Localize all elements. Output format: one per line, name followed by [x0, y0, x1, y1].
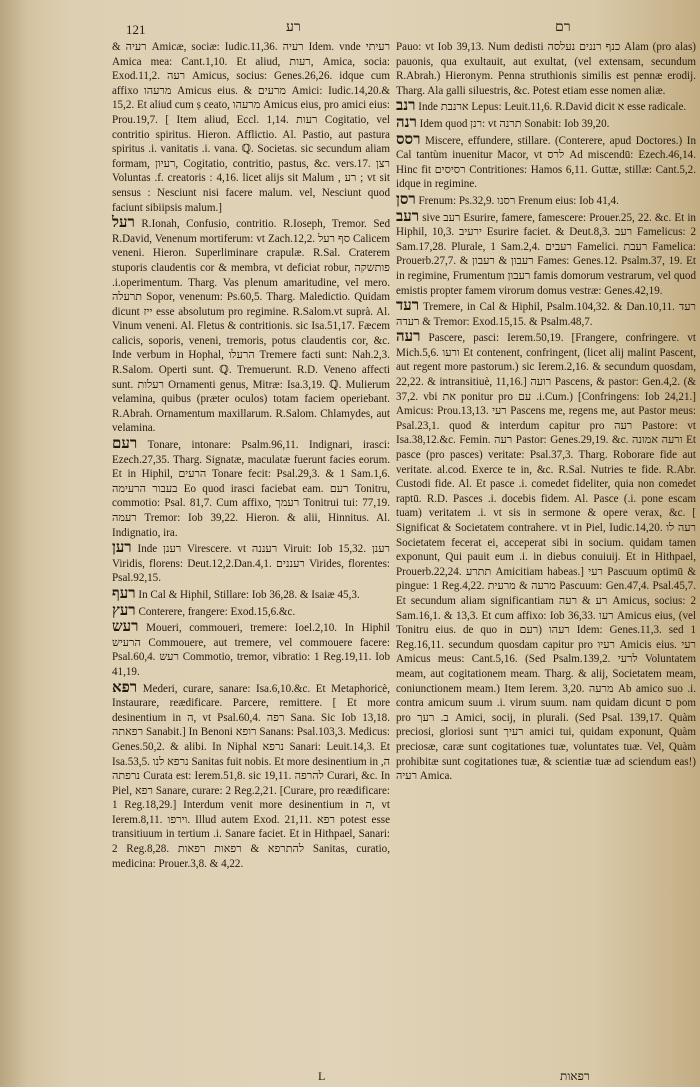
left-entry-6: רעש Moueri, commoueri, tremere: Ioel.2,10. In Hiphil הרעיש Commouere, aut tremere, vel commouere facere: Psal.60,4. רעש Commotio, tremor, vibratio: 1 Reg.19,11. Iob 41,19.: [112, 619, 390, 678]
left-running-headword: רע: [286, 20, 301, 35]
right-entry-6: רעד Tremere, in Cal & Hiphil, Psalm.104,32. & Dan.10,11. רעד & רעדה Tremor: Exod.15,15. & Psalm.48,7.: [396, 298, 696, 328]
left-entry-3: רען Inde רענן Virescere. vt רעננה Viruit: Iob 15,32. רענן Viridis, florens: Deut.12,2.Dan.4,1. רעננים Virides, florentes: Psal.92,15.: [112, 540, 390, 585]
headword: רעף: [112, 585, 136, 602]
headword: רסס: [396, 131, 421, 148]
right-entry-3: רסס Miscere, effundere, stillare. (Conterere, apud Doctores.) In Cal tantùm inuenitur Macor, vt לרס Ad miscendū: Ezech.46,14. Hinc fit רסיסים Contritiones: Hamos 6,11. Guttæ, stillæ: Cant.5,2. idque in regimine.: [396, 131, 696, 191]
headword: רעץ: [112, 602, 136, 619]
right-column: [396, 40, 696, 1040]
left-entry-1: רעל R.Ionah, Confusio, contritio. R.Ioseph, Tremor. Sed R.David, Venenum mortiferum: vt Zach.12,2. סף רעל Calicem veneni. Hieron. Superliminare crapulæ. R.Sal. Craterem stuporis claudentis cor & membra, vt deficiat robur, פותשקה .i.operimentum. Tharg. Vas plenum amaritudine, vel mero. תרעלה Sopor, venenum: Ps.60,5. Tharg. Maledictio. Quidam dicunt ייז esse absolutum pro regimine. R.Salom.vt suprà. Al. Vinum veneni. Al. Fletus & contritionis. sic Isa.51,17. Fæcem calicis, soporis, veneni, tremoris, potus claudentis cor, &c. Inde verbum in Hophal, הרעלו Tremere facti sunt: Nah.2,3. R.Salom. Operti sunt. ℚ. Tremuerunt. R.D. Veneno affecti sunt. רעלות Ornamenti genus, Mitræ: Isa.3,19. ℚ. Mulierum velamina, quibus (præter oculos) totam faciem operiebant. R.Abrah. Ornamentum maxillarum. R.Salom. Chlamydes, aut velamina.: [112, 215, 390, 435]
running-header: [30, 22, 686, 42]
headword: רעש: [112, 619, 139, 636]
left-entry-5: רעץ Conterere, frangere: Exod.15,6.&c.: [112, 602, 296, 619]
right-entry-7: רעה Pascere, pasci: Ierem.50,19. [Frangere, confringere. vt Mich.5,6. ורעו Et contenent, confringent, (licet alij malint Pascent, aut regent more pastorum.) sic Ierem.2,16. & secundum quosdam, 22,22. & intransitiuè, 11,16.] רועה Pascens, & pastor: Gen.4,2. (& 37,2. vbi את ponitur pro עם .i.Cum.) [Confringens: Iob 24,21.] Amicus: Prou.13,13. רעי Pascens me, regens me, aut Pastor meus: Psal.23,1. quod & interdum capitur pro רעה Pastore: vt Isa.38,12.&c. Femin. רעה Pastor: Genes.29,19. &c. ורעה אמונה Et pasce (pro pasces) veritate: Psal.37,3. Tharg. Roborare fide aut veritate. al.cod. Exerce te in, &c. R.Sal. Nutries te fide. R.Abr. Custodi fide. Al. Et pasce .i. comedet fideliter, quia non comedet raptū. R.D. Pasces .i. docebis fidem. Al. Pasce (.i. pone escam tuam) veritatem .i. vt sis in sermone & opere verax, &c. [ Significat & Societatem contrahere. vt in Piel, Iudic.14,20. רעה לו Societatem fecerat ei, acceperat sibi in socium. quidam tamen exponunt, Qui pauit eum .i. in diebus conuiuij. Et in Hithpael, Prouerb.22,24. תתרע Amicitiam habeas.] רעי Pascuum optimū & pingue: 1 Reg.4,22. מרעה & מרעית Pascuum: Gen.47,4. Psal.45,7. Et secundum aliam significantiam רע & רעה Amicus, socius: 2 Sam.16,1. & 13,3. Et cum affixo: Iob 36,33. רעו Amicus eius, (vel Tonitru eius. de quo in רעם) רעהו Idem: Genes.11,3. sed 1 Reg.16,11. secundum quosdam capitur pro רעיו Amicis eius. רעי Amicus meus: Cant.5,16. (Sed Psalm.139,2. לרעי Voluntatem meam, aut cogitationem meam. Tharg. & alij, Societatem meam, coniunctionem meam.) Item Ierem. 3,20. מרעה Ab amico suo .i. contra amicum suum .i. virum suum. nam quidam dicunt ס pom pro ב. רעך Amici, socij, in plurali. (Sed Psal. 139,17. Quàm preciosi, gloriosi sunt רעיך amici tui, quidam exponunt, Quàm preciosæ, caræ sunt cogitationes tuæ, voluntates tuæ. Vel, Quàm prohibitæ sunt cogitationes tuæ, & scientiæ tuæ ad sciendum eas!) רעיה Amica.: [396, 329, 697, 783]
page-gutter-shadow: [0, 0, 28, 1087]
left-column: [112, 40, 390, 1040]
right-entry-0: Pauo: vt Iob 39,13. Num dedisti כנף רננים נעלסה Alam (pro alas) pauonis, qua exultauit, aut exultat, (vel extensam, secundum R.Abrah.) Hieronym. Penna struthionis similis est pennæ erodij. Tharg. Ala galli siluestris, &c. Potest etiam esse nomen aliæ.: [396, 41, 696, 97]
right-entry-5: רעב sive רעב Esurire, famere, famescere: Prouer.25, 22. &c. Et in Hiphil, 10,3. ירעיב Esurire faciet. & Deut.8,3. רעב Famelicus: 2 Sam.17,28. Plurale, 1 Sam.2,4. רעבים Famelici. רעבת Famelica: Prouerb.27,7. & רעבון & רעבון Fames: Genes.12. Psalm.37, 19. Et in regimine, Frumentum רעבון famis domorum vestrarum, vel quod emistis propter famem virorum domus vestræ: Genes.42,19.: [396, 208, 697, 297]
right-entry-2: רנה Idem quod רנן: vt תרנה Sonabit: Iob 39,20.: [396, 114, 610, 131]
right-running-headword: רם: [555, 20, 571, 35]
headword: רסן: [396, 191, 416, 208]
left-entry-2: רעם Tonare, intonare: Psalm.96,11. Indignari, irasci: Ezech.27,35. Tharg. Signatæ, maculatæ fuerunt facies eorum. Et in Hiphil, הרעים Tonare fecit: Psal.29,3. & 1 Sam.1,6. בעבור הרעימה Eo quod irasci faciebat eam. רעם Tonitru, commotio: Psal. 81,7. Cum affixo, רעמך Tonitrui tui: 77,19. רעמה Tremor: Iob 39,22. Hieron. & alii, Hinnitus. Al. Indignatio, ira.: [112, 436, 390, 539]
headword: רנב: [396, 98, 416, 115]
headword: רען: [112, 540, 132, 557]
headword: רעד: [396, 298, 420, 315]
headword: רעב: [396, 208, 420, 225]
headword: רנה: [396, 114, 417, 131]
left-entry-7: רפא Mederi, curare, sanare: Isa.6,10.&c. Et Metaphoricè, Instaurare, reædificare. Parcere, remittere. [ Et more desinentium in ה, vt Psal.60,4. רפה Sana. Sic Iob 13,18. רפאתה Sanabit.] In Benoni רופא Sanans: Psal.103,3. Medicus: Genes.50,2. & alibi. In Niphal נרפא Sanari: Leuit.14,3. Et Isa.53,5. נרפא לנו Sanitas fuit nobis. Et more desinentium in ה, נרפתה Curata est: Ierem.51,8. sic 19,11. להרפה Curari, &c. In Piel, רפא Sanare, curare: 2 Reg.2,21. [Curare, pro reædificare: 1 Reg.18,29.] Interdum venit more desinentium in ה, vt Ierem.8,11. וירפו. Illud autem Exod. 21,11. רפא potest esse transitiuum in tertium .i. Sanare faciet. Et in Hithpael, Sanari: 2 Reg.8,28. להתרפא & רפאות רפאות Sanitas, curatio, medicina: Prouer.3,8. & 4,22.: [112, 679, 391, 870]
headword: רפא: [112, 679, 138, 696]
signature-mark: L: [318, 1069, 326, 1083]
right-entry-4: רסן Frenum: Ps.32,9. רסנו Frenum eius: Iob 41,4.: [396, 191, 619, 208]
right-entry-1: רנב Inde ארנבת Lepus: Leuit.11,6. R.David dicit א esse radicale.: [396, 98, 687, 115]
left-entry-4: רעף In Cal & Hiphil, Stillare: Iob 36,28. & Isaiæ 45,3.: [112, 585, 360, 602]
left-entry-0: & רעיה Amicæ, sociæ: Iudic.11,36. רעיה Idem. vnde רעיתי Amica mea: Cant.1,10. Et aliud, רעות, Amica, socia: Exod.11,2. רעה Amicus, socius: Genes.26,26. idque cum affixo מרעהו Amicus eius. & מרעים Amici: Iudic.14,20.& 15,2. Et aliud cum ṣ ceato, מרעהו Amicus eius, pro amici eius: Prou.19,7. [ Item aliud, Eccl. 1,14. רעות Cogitatio, vel contritio spiritus. Hieron. Afflictio. Al. Pastio, aut pastura spiritus .i. vanitatis .i. vana. ℚ. Societas. sic secundum aliam formam, רעיון, Cogitatio, contritio, pastus, &c. vers.17. רצן Voluntas .f. creatoris : 4,16. licet alijs sit Malum , רע ; vt sit sensus : Nesciunt nisi facere malum. vel, Nesciunt quod faciunt sibiipsis malum.]: [112, 41, 391, 214]
catchword: רפאות: [560, 1069, 590, 1083]
headword: רעם: [112, 436, 138, 453]
headword: רעל: [112, 215, 135, 232]
text-columns: [30, 40, 697, 1040]
headword: רעה: [396, 329, 421, 346]
page-number: 121: [126, 22, 146, 37]
